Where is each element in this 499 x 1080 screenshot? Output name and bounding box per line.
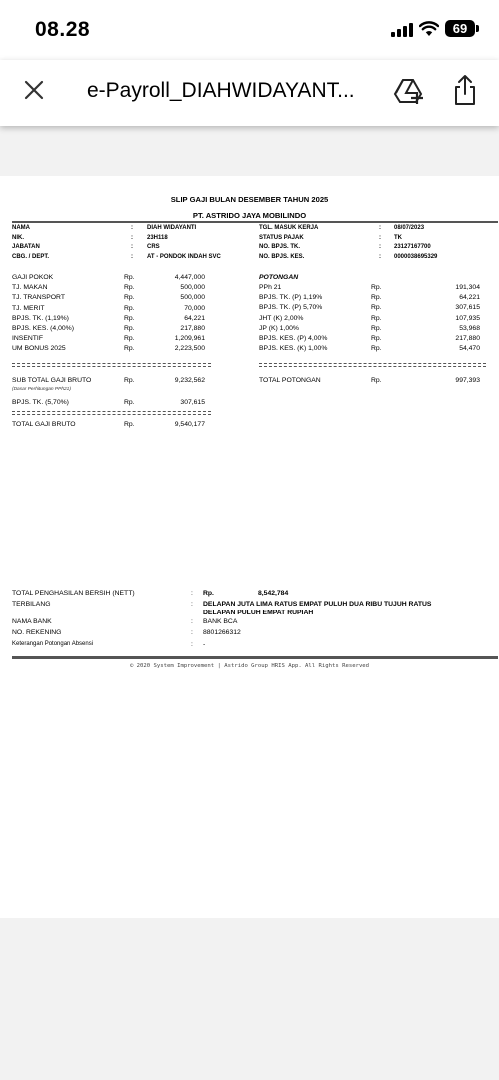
earning-label: BPJS. TK. (1,19%) <box>12 314 69 322</box>
deduction-amount: 307,615 <box>455 304 480 312</box>
deduction-label: BPJS. KES. (K) 1,00% <box>259 345 328 353</box>
info-colon: : <box>131 253 133 260</box>
terbilang-label: TERBILANG <box>12 601 51 608</box>
info-value: 08/07/2023 <box>394 225 425 231</box>
bpjs-tk-amount: 307,615 <box>180 399 205 406</box>
deduction-amount: 217,880 <box>455 335 480 342</box>
earning-currency: Rp. <box>124 335 135 343</box>
info-value: 23127167700 <box>394 244 431 250</box>
deduction-currency: Rp. <box>371 304 382 312</box>
deduction-label: JP (K) 1,00% <box>259 324 299 332</box>
info-label: NO. BPJS. KES. <box>259 253 305 260</box>
earning-amount: 70,000 <box>184 304 205 312</box>
earning-amount: 217,880 <box>180 325 205 332</box>
info-label: CBG. / DEPT. <box>12 253 50 260</box>
rekening-colon: : <box>191 629 193 636</box>
deduction-currency: Rp. <box>371 324 382 332</box>
deduction-amount: 191,304 <box>455 284 480 291</box>
info-label: JABATAN <box>12 244 40 250</box>
nett-label: TOTAL PENGHASILAN BERSIH (NETT) <box>12 590 135 597</box>
deduction-currency: Rp. <box>371 284 382 291</box>
info-label: NAMA <box>12 225 30 231</box>
earning-label: TJ. TRANSPORT <box>12 294 65 302</box>
close-icon[interactable] <box>20 76 48 104</box>
deduction-amount: 54,470 <box>459 345 480 353</box>
bank-label: NAMA BANK <box>12 618 52 625</box>
earnings-separator <box>12 363 211 367</box>
earning-amount: 64,221 <box>184 314 205 322</box>
earning-amount: 500,000 <box>180 294 205 302</box>
info-value: AT - PONDOK INDAH SVC <box>147 253 221 260</box>
deduction-label: PPh 21 <box>259 284 282 291</box>
info-colon: : <box>131 225 133 231</box>
info-label: TGL. MASUK KERJA <box>259 225 319 231</box>
deduction-currency: Rp. <box>371 345 382 353</box>
deduction-currency: Rp. <box>371 335 382 342</box>
deduction-currency: Rp. <box>371 314 382 322</box>
sub-total-currency: Rp. <box>124 377 135 384</box>
keterangan-label: Keterangan Potongan Absensi <box>12 641 94 647</box>
deduction-label: BPJS. KES. (P) 4,00% <box>259 335 328 342</box>
terbilang-line-1: DELAPAN JUTA LIMA RATUS EMPAT PULUH DUA RIBU TUJUH RATUS <box>203 601 432 608</box>
deduction-amount: 53,968 <box>459 324 480 332</box>
nett-currency: Rp. <box>203 590 214 597</box>
terbilang-colon: : <box>191 601 193 608</box>
earning-currency: Rp. <box>124 325 135 332</box>
earning-amount: 4,447,000 <box>174 274 205 281</box>
info-colon: : <box>379 244 381 250</box>
header-divider <box>12 221 498 223</box>
nett-colon: : <box>191 590 193 597</box>
deduction-amount: 107,935 <box>455 314 480 322</box>
status-icons <box>391 20 475 37</box>
info-colon: : <box>379 253 381 260</box>
terbilang-line-2-clip <box>203 610 443 614</box>
earning-currency: Rp. <box>124 345 135 353</box>
earning-currency: Rp. <box>124 284 135 292</box>
sub-total-amount: 9,232,562 <box>174 377 205 384</box>
signal-icon <box>391 21 413 37</box>
info-value: TK <box>394 234 402 241</box>
deduction-label: BPJS. TK. (P) 1,19% <box>259 294 323 302</box>
deductions-separator <box>259 363 486 367</box>
info-colon: : <box>379 234 381 241</box>
rekening-label: NO. REKENING <box>12 629 62 636</box>
bank-colon: : <box>191 618 193 625</box>
document-page <box>0 176 499 918</box>
info-value: CRS <box>147 244 160 250</box>
slip-title: SLIP GAJI BULAN DESEMBER TAHUN 2025 <box>170 195 329 204</box>
earning-currency: Rp. <box>124 304 135 312</box>
share-icon[interactable] <box>452 74 478 106</box>
total-deduction-amount: 997,393 <box>455 377 480 384</box>
earning-amount: 1,209,961 <box>174 335 205 343</box>
info-colon: : <box>131 234 133 241</box>
sub-total-note: (Dasar Perhitungan PPh21) <box>12 387 71 392</box>
status-time: 08.28 <box>35 18 91 41</box>
earning-amount: 2,223,500 <box>174 345 205 353</box>
deduction-label: JHT (K) 2,00% <box>259 314 304 322</box>
bruto-separator <box>12 411 211 415</box>
earning-label: TJ. MERIT <box>12 304 45 312</box>
bpjs-tk-label: BPJS. TK. (5,70%) <box>12 399 69 406</box>
deductions-title: POTONGAN <box>259 274 299 281</box>
bank-value: BANK BCA <box>203 618 238 625</box>
info-value: DIAH WIDAYANTI <box>147 225 197 231</box>
info-value: 23H118 <box>147 234 168 241</box>
info-label: NIK. <box>12 234 24 241</box>
earning-label: BPJS. KES. (4,00%) <box>12 325 74 332</box>
keterangan-colon: : <box>191 641 193 648</box>
total-bruto-label: TOTAL GAJI BRUTO <box>12 421 76 428</box>
battery-icon: 69 <box>445 20 475 37</box>
keterangan-value: - <box>203 641 206 648</box>
earning-currency: Rp. <box>124 294 135 302</box>
total-deduction-label: TOTAL POTONGAN <box>259 377 321 384</box>
nett-value: 8,542,784 <box>258 590 289 597</box>
total-bruto-currency: Rp. <box>124 421 135 428</box>
footer-divider <box>12 656 498 659</box>
copyright-footer: © 2020 System Improvement | Astrido Group HRIS App. All Rights Reserved <box>129 663 370 669</box>
deduction-label: BPJS. TK. (P) 5,70% <box>259 304 323 312</box>
total-deduction-currency: Rp. <box>371 377 382 384</box>
info-colon: : <box>379 225 381 231</box>
earning-currency: Rp. <box>124 274 135 281</box>
earning-currency: Rp. <box>124 314 135 322</box>
terbilang-line-2: DELAPAN PULUH EMPAT RUPIAH <box>203 610 314 614</box>
deduction-amount: 64,221 <box>459 294 480 302</box>
info-label: NO. BPJS. TK. <box>259 244 301 250</box>
info-value: 0000038695329 <box>394 253 438 260</box>
bpjs-tk-currency: Rp. <box>124 399 135 406</box>
info-label: STATUS PAJAK <box>259 234 304 241</box>
earning-label: GAJI POKOK <box>12 274 54 281</box>
document-title: e-Payroll_DIAHWIDAYANT... <box>87 79 355 102</box>
add-to-drive-icon[interactable] <box>393 77 423 105</box>
deduction-currency: Rp. <box>371 294 382 302</box>
earning-label: TJ. MAKAN <box>12 284 48 292</box>
total-bruto-amount: 9,540,177 <box>174 421 205 428</box>
company-name: PT. ASTRIDO JAYA MOBILINDO <box>192 211 307 220</box>
earning-amount: 500,000 <box>180 284 205 292</box>
sub-total-label: SUB TOTAL GAJI BRUTO <box>12 377 92 384</box>
app-toolbar <box>0 60 499 126</box>
earning-label: UM BONUS 2025 <box>12 345 66 353</box>
status-bar <box>0 0 499 60</box>
wifi-icon <box>419 21 439 37</box>
rekening-value: 8801266312 <box>203 629 241 636</box>
info-colon: : <box>131 244 133 250</box>
earning-label: INSENTIF <box>12 335 43 343</box>
